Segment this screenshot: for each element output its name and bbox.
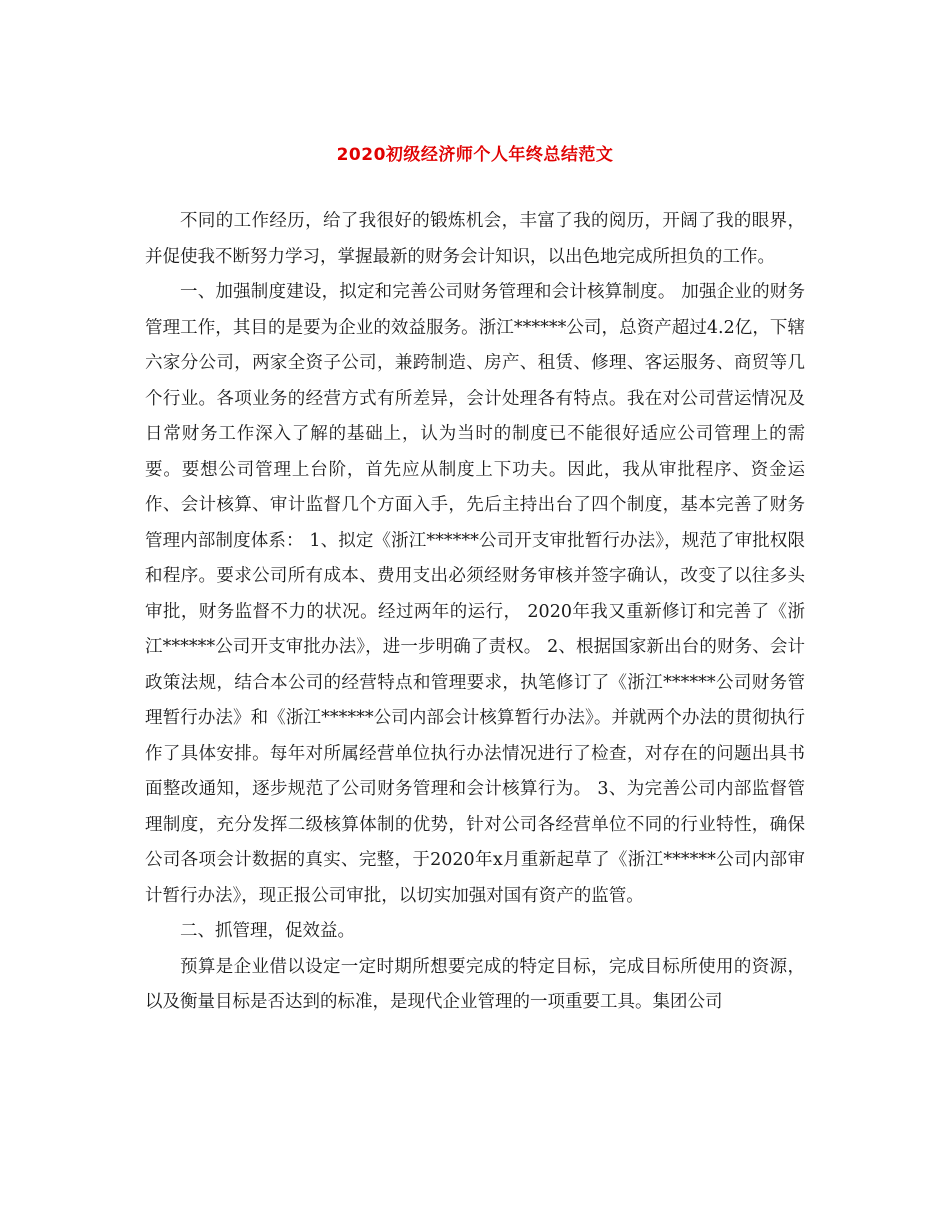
paragraph-section-two-heading: 二、抓管理，促效益。	[180, 921, 355, 941]
document-title: 2020初级经济师个人年终总结范文	[336, 145, 614, 165]
paragraph-budget: 预算是企业借以设定一定时期所想要完成的特定目标，完成目标所使用的资源，以及衡量目标是否达到的标准，是现代企业管理的一项重要工具。集团公司	[145, 956, 805, 1012]
paragraph-section-one: 一、加强制度建设，拟定和完善公司财务管理和会计核算制度。 加强企业的财务管理工作，其目的是要为企业的效益服务。浙江******公司，总资产超过4.2亿，下辖六家分公司，两家全资子公司，兼跨制造、房产、租赁、修理、客运服务、商贸等几个行业。各项业务的经营方式有所差异，会计处理各有特点。我在对公司营运情况及日常财务工作深入了解的基础上，认为当时的制度已不能很好适应公司管理上的需要。要想公司管理上台阶，首先应从制度上下功夫。因此，我从审批程序、资金运作、会计核算、审计监督几个方面入手，先后主持出台了四个制度，基本完善了财务管理内部制度体系： 1、拟定《浙江******公司开支审批暂行办法》，规范了审批权限和程序。要求公司所有成本、费用支出必须经财务审核并签字确认，改变了以往多头审批，财务监督不力的状况。经过两年的运行， 2020年我又重新修订和完善了《浙江******公司开支审批办法》，进一步明确了责权。 2、根据国家新出台的财务、会计政策法规，结合本公司的经营特点和管理要求，执笔修订了《浙江******公司财务管理暂行办法》和《浙江******公司内部会计核算暂行办法》。并就两个办法的贯彻执行作了具体安排。每年对所属经营单位执行办法情况进行了检查，对存在的问题出具书面整改通知，逐步规范了公司财务管理和会计核算行为。 3、为完善公司内部监督管理制度，充分发挥二级核算体制的优势，针对公司各经营单位不同的行业特性，确保公司各项会计数据的真实、完整，于2020年x月重新起草了《浙江******公司内部审计暂行办法》，现正报公司审批，以切实加强对国有资产的监管。	[145, 282, 805, 906]
paragraph-intro: 不同的工作经历，给了我很好的锻炼机会，丰富了我的阅历，开阔了我的眼界，并促使我不断努力学习，掌握最新的财务会计知识，以出色地完成所担负的工作。	[145, 211, 805, 267]
document-body	[145, 204, 805, 1021]
